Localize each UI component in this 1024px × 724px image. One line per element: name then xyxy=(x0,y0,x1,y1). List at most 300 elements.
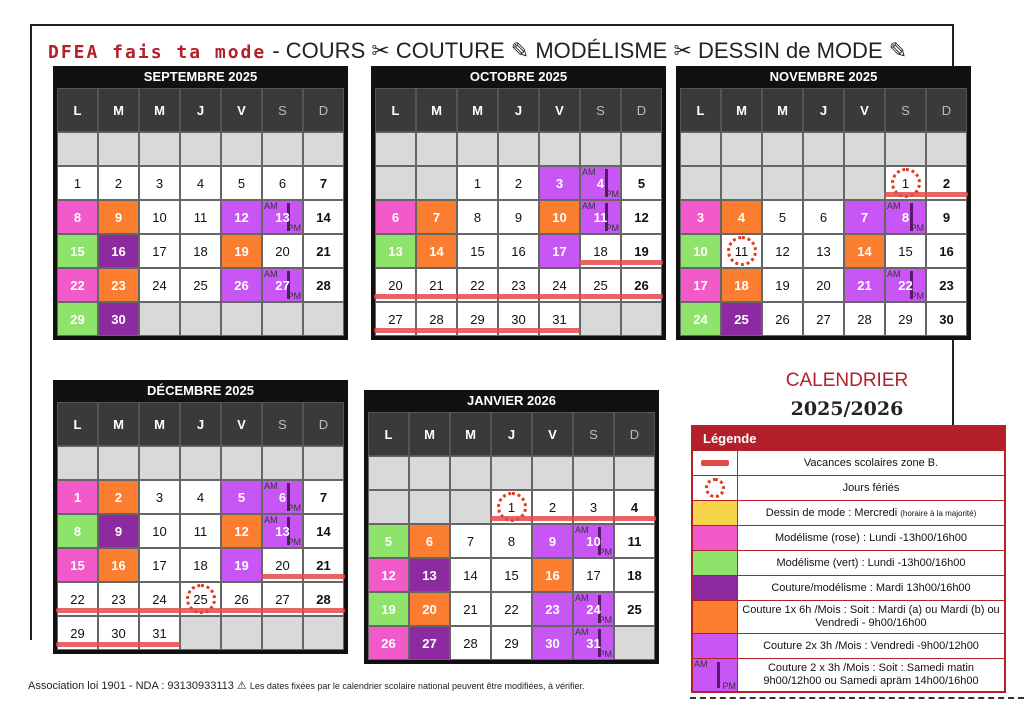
legend-text: Couture 1x 6h /Mois : Soit : Mardi (a) ou Mardi (b) ou Vendredi - 9h00/16h00 xyxy=(742,604,1000,629)
pm-label: PM xyxy=(605,189,619,199)
day-number: 7 xyxy=(319,175,328,191)
day-cell xyxy=(532,490,573,524)
legend-row xyxy=(693,525,1004,550)
day-cell xyxy=(539,302,580,336)
empty-cell xyxy=(303,132,344,166)
day-number: 5 xyxy=(778,209,787,225)
am-label: AM xyxy=(264,481,278,491)
day-number: 6 xyxy=(278,175,287,191)
day-cell xyxy=(57,268,98,302)
day-cell xyxy=(614,592,655,626)
day-number: 8 xyxy=(901,209,910,225)
legend-row xyxy=(693,550,1004,575)
pm-label: PM xyxy=(605,223,619,233)
day-cell xyxy=(580,200,621,234)
weekday-header: M xyxy=(409,412,450,456)
day-number: 26 xyxy=(381,635,396,651)
day-cell xyxy=(416,302,457,336)
day-number: 31 xyxy=(552,311,567,327)
day-cell xyxy=(368,592,409,626)
day-cell xyxy=(573,558,614,592)
day-cell xyxy=(680,268,721,302)
day-cell xyxy=(498,200,539,234)
day-number: 28 xyxy=(316,277,331,293)
day-cell xyxy=(532,558,573,592)
empty-cell xyxy=(491,456,532,490)
day-cell xyxy=(491,558,532,592)
day-number: 11 xyxy=(193,209,208,225)
empty-cell xyxy=(450,490,491,524)
day-number: 4 xyxy=(196,489,205,505)
day-cell xyxy=(532,626,573,660)
day-cell xyxy=(139,514,180,548)
day-cell xyxy=(57,302,98,336)
day-number: 19 xyxy=(775,277,790,293)
day-cell xyxy=(416,234,457,268)
empty-cell xyxy=(885,132,926,166)
legend-text: Couture 2x 3h /Mois : Vendredi -9h00/12h00 xyxy=(763,639,979,652)
dashed-divider xyxy=(690,697,1024,699)
empty-cell xyxy=(139,302,180,336)
day-cell xyxy=(180,268,221,302)
day-number: 2 xyxy=(548,499,557,515)
pm-label: PM xyxy=(287,503,301,513)
weekday-header: L xyxy=(57,402,98,446)
empty-cell xyxy=(98,132,139,166)
day-cell xyxy=(262,234,303,268)
weekday-header: M xyxy=(98,88,139,132)
day-number: 1 xyxy=(73,489,82,505)
day-number: 6 xyxy=(278,489,287,505)
day-cell xyxy=(262,200,303,234)
day-number: 1 xyxy=(507,499,516,515)
day-cell xyxy=(844,200,885,234)
pm-label: PM xyxy=(598,547,612,557)
day-number: 1 xyxy=(473,175,482,191)
day-cell xyxy=(221,480,262,514)
day-cell xyxy=(680,234,721,268)
day-cell xyxy=(221,268,262,302)
day-cell xyxy=(57,514,98,548)
day-cell xyxy=(98,268,139,302)
day-cell xyxy=(803,268,844,302)
day-cell xyxy=(57,166,98,200)
empty-cell xyxy=(450,456,491,490)
day-cell xyxy=(926,234,967,268)
day-number: 28 xyxy=(857,311,872,327)
day-number: 17 xyxy=(152,557,167,573)
holiday-ring-icon xyxy=(693,476,738,500)
day-number: 30 xyxy=(511,311,526,327)
day-cell xyxy=(885,200,926,234)
empty-cell xyxy=(580,132,621,166)
weekday-header: D xyxy=(926,88,967,132)
day-number: 29 xyxy=(898,311,913,327)
legend-row xyxy=(693,475,1004,500)
day-number: 28 xyxy=(429,311,444,327)
am-label: AM xyxy=(575,525,589,535)
day-cell xyxy=(221,234,262,268)
day-cell xyxy=(498,302,539,336)
day-number: 23 xyxy=(111,277,126,293)
weekday-header: J xyxy=(491,412,532,456)
day-cell xyxy=(139,166,180,200)
day-number: 24 xyxy=(552,277,567,293)
day-number: 28 xyxy=(463,635,478,651)
day-number: 2 xyxy=(114,489,123,505)
pm-label: PM xyxy=(287,537,301,547)
color-swatch xyxy=(693,601,738,633)
day-number: 18 xyxy=(193,557,208,573)
weekday-header: J xyxy=(803,88,844,132)
weekday-header: L xyxy=(680,88,721,132)
day-cell xyxy=(762,268,803,302)
day-number: 17 xyxy=(552,243,567,259)
day-cell xyxy=(57,480,98,514)
pm-label: PM xyxy=(287,291,301,301)
day-number: 8 xyxy=(507,533,516,549)
day-cell xyxy=(539,200,580,234)
day-number: 10 xyxy=(693,243,708,259)
empty-cell xyxy=(762,132,803,166)
day-number: 30 xyxy=(939,311,954,327)
day-number: 5 xyxy=(237,489,246,505)
empty-cell xyxy=(139,132,180,166)
weekday-header: V xyxy=(844,88,885,132)
day-number: 10 xyxy=(586,533,601,549)
legend-text: Couture/modélisme : Mardi 13h00/16h00 xyxy=(771,581,971,594)
weekday-header: D xyxy=(621,88,662,132)
day-number: 25 xyxy=(193,277,208,293)
day-cell xyxy=(303,200,344,234)
day-number: 30 xyxy=(111,625,126,641)
weekday-header: J xyxy=(180,402,221,446)
day-cell xyxy=(498,234,539,268)
day-number: 19 xyxy=(381,601,396,617)
month-calendar xyxy=(371,66,666,340)
day-number: 27 xyxy=(275,277,290,293)
empty-cell xyxy=(621,132,662,166)
month-name: JANVIER 2026 xyxy=(467,393,556,408)
weekday-header: D xyxy=(614,412,655,456)
day-number: 12 xyxy=(381,567,396,583)
day-cell xyxy=(539,166,580,200)
day-cell xyxy=(98,582,139,616)
day-cell xyxy=(926,166,967,200)
day-number: 14 xyxy=(857,243,872,259)
day-number: 20 xyxy=(275,557,290,573)
weekday-header: D xyxy=(303,402,344,446)
day-cell xyxy=(457,234,498,268)
day-number: 24 xyxy=(693,311,708,327)
empty-cell xyxy=(221,302,262,336)
legend-title: Légende xyxy=(693,427,1004,450)
day-cell xyxy=(803,200,844,234)
empty-cell xyxy=(680,132,721,166)
day-cell xyxy=(303,268,344,302)
day-number: 24 xyxy=(152,591,167,607)
day-cell xyxy=(491,524,532,558)
day-cell xyxy=(539,234,580,268)
day-cell xyxy=(491,490,532,524)
day-cell xyxy=(762,234,803,268)
weekday-header: M xyxy=(457,88,498,132)
day-cell xyxy=(885,302,926,336)
day-cell xyxy=(139,234,180,268)
day-cell xyxy=(803,302,844,336)
day-cell xyxy=(926,200,967,234)
day-cell xyxy=(844,302,885,336)
day-cell xyxy=(450,524,491,558)
legend-row xyxy=(693,658,1004,691)
day-number: 31 xyxy=(152,625,167,641)
day-cell xyxy=(409,524,450,558)
day-cell xyxy=(98,514,139,548)
weekday-header: J xyxy=(498,88,539,132)
day-cell xyxy=(926,302,967,336)
day-number: 13 xyxy=(275,523,290,539)
weekday-header: V xyxy=(532,412,573,456)
empty-cell xyxy=(180,132,221,166)
weekday-header: M xyxy=(450,412,491,456)
day-cell xyxy=(262,548,303,582)
empty-cell xyxy=(416,132,457,166)
day-number: 27 xyxy=(275,591,290,607)
weekday-header: M xyxy=(721,88,762,132)
empty-cell xyxy=(303,446,344,480)
day-cell xyxy=(498,268,539,302)
day-number: 18 xyxy=(627,567,642,583)
day-number: 10 xyxy=(552,209,567,225)
day-number: 20 xyxy=(388,277,403,293)
day-number: 15 xyxy=(898,243,913,259)
empty-cell xyxy=(409,490,450,524)
weekday-header: D xyxy=(303,88,344,132)
legend-row xyxy=(693,600,1004,633)
empty-cell xyxy=(621,302,662,336)
day-cell xyxy=(303,234,344,268)
day-number: 3 xyxy=(155,489,164,505)
day-cell xyxy=(416,200,457,234)
day-number: 8 xyxy=(73,209,82,225)
empty-cell xyxy=(573,456,614,490)
day-number: 10 xyxy=(152,209,167,225)
empty-cell xyxy=(180,616,221,650)
day-number: 29 xyxy=(70,311,85,327)
day-cell xyxy=(580,234,621,268)
day-cell xyxy=(375,268,416,302)
day-number: 4 xyxy=(196,175,205,191)
pm-label: PM xyxy=(910,223,924,233)
legend-text: Dessin de mode : Mercredi (horaire à la majorité) xyxy=(765,506,977,519)
empty-cell xyxy=(680,166,721,200)
empty-cell xyxy=(221,446,262,480)
day-number: 14 xyxy=(429,243,444,259)
day-number: 21 xyxy=(857,277,872,293)
day-number: 9 xyxy=(548,533,557,549)
am-label: AM xyxy=(582,201,596,211)
day-cell xyxy=(57,616,98,650)
day-number: 23 xyxy=(111,591,126,607)
day-cell xyxy=(180,514,221,548)
day-number: 2 xyxy=(514,175,523,191)
day-number: 7 xyxy=(466,533,475,549)
day-cell xyxy=(409,558,450,592)
day-cell xyxy=(221,582,262,616)
day-cell xyxy=(539,268,580,302)
day-number: 19 xyxy=(634,243,649,259)
legend-text: Modélisme (vert) : Lundi -13h00/16h00 xyxy=(776,556,966,569)
day-cell xyxy=(139,548,180,582)
day-cell xyxy=(803,234,844,268)
day-cell xyxy=(180,480,221,514)
empty-cell xyxy=(539,132,580,166)
empty-cell xyxy=(180,446,221,480)
day-cell xyxy=(139,268,180,302)
day-number: 18 xyxy=(593,243,608,259)
day-cell xyxy=(721,234,762,268)
weekday-header: M xyxy=(139,88,180,132)
day-number: 4 xyxy=(596,175,605,191)
day-number: 19 xyxy=(234,243,249,259)
day-number: 17 xyxy=(152,243,167,259)
weekday-header: L xyxy=(375,88,416,132)
month-calendar xyxy=(53,380,348,654)
day-cell xyxy=(262,480,303,514)
day-cell xyxy=(221,200,262,234)
day-cell xyxy=(180,200,221,234)
day-cell xyxy=(262,514,303,548)
day-number: 22 xyxy=(70,591,85,607)
day-cell xyxy=(885,268,926,302)
day-number: 23 xyxy=(545,601,560,617)
empty-cell xyxy=(498,132,539,166)
day-number: 7 xyxy=(432,209,441,225)
day-number: 16 xyxy=(545,567,560,583)
day-cell xyxy=(368,558,409,592)
footer-note: Les dates fixées par le calendrier scolaire national peuvent être modifiées, à vérifier. xyxy=(249,681,585,691)
day-number: 3 xyxy=(555,175,564,191)
legend-row xyxy=(693,575,1004,600)
pm-label: PM xyxy=(287,223,301,233)
am-label: AM xyxy=(264,201,278,211)
am-label: AM xyxy=(887,201,901,211)
page-title xyxy=(48,38,907,64)
weekday-header: S xyxy=(262,402,303,446)
day-number: 26 xyxy=(775,311,790,327)
empty-cell xyxy=(614,456,655,490)
day-cell xyxy=(57,200,98,234)
day-number: 15 xyxy=(70,243,85,259)
day-cell xyxy=(457,166,498,200)
day-number: 14 xyxy=(316,209,331,225)
day-cell xyxy=(98,302,139,336)
day-cell xyxy=(491,626,532,660)
day-number: 4 xyxy=(630,499,639,515)
day-number: 27 xyxy=(388,311,403,327)
month-calendar xyxy=(53,66,348,340)
weekday-header: M xyxy=(416,88,457,132)
day-cell xyxy=(375,200,416,234)
empty-cell xyxy=(368,456,409,490)
legend-text: Couture 2 x 3h /Mois : Soit : Samedi matin 9h00/12h00 ou Samedi apräm 14h00/16h00 xyxy=(763,662,979,687)
day-number: 24 xyxy=(586,601,601,617)
day-number: 26 xyxy=(634,277,649,293)
am-label: AM xyxy=(575,593,589,603)
day-number: 22 xyxy=(898,277,913,293)
day-number: 29 xyxy=(504,635,519,651)
day-cell xyxy=(262,166,303,200)
day-cell xyxy=(221,514,262,548)
color-swatch xyxy=(693,526,738,550)
legend-row xyxy=(693,633,1004,658)
day-number: 14 xyxy=(463,567,478,583)
day-cell xyxy=(721,302,762,336)
footer-text: Association loi 1901 - NDA : 93130933113 ⚠ xyxy=(28,680,247,692)
empty-cell xyxy=(262,132,303,166)
day-number: 13 xyxy=(388,243,403,259)
day-number: 12 xyxy=(234,209,249,225)
day-number: 16 xyxy=(111,557,126,573)
color-swatch xyxy=(693,551,738,575)
month-calendar xyxy=(676,66,971,340)
day-number: 3 xyxy=(155,175,164,191)
day-cell xyxy=(621,268,662,302)
day-cell xyxy=(573,592,614,626)
day-number: 6 xyxy=(425,533,434,549)
day-cell xyxy=(580,166,621,200)
day-cell xyxy=(98,616,139,650)
ampm-swatch: AM PM xyxy=(694,659,736,691)
day-number: 22 xyxy=(504,601,519,617)
day-cell xyxy=(614,524,655,558)
day-number: 10 xyxy=(152,523,167,539)
pm-label: PM xyxy=(910,291,924,301)
day-number: 9 xyxy=(114,209,123,225)
empty-cell xyxy=(457,132,498,166)
legend-text: Vacances scolaires zone B. xyxy=(803,456,939,469)
day-number: 30 xyxy=(545,635,560,651)
weekday-header: M xyxy=(762,88,803,132)
day-number: 18 xyxy=(734,277,749,293)
day-cell xyxy=(98,200,139,234)
day-cell xyxy=(457,302,498,336)
day-cell xyxy=(57,548,98,582)
day-cell xyxy=(621,166,662,200)
day-cell xyxy=(139,616,180,650)
calendar-title: CALENDRIER xyxy=(785,370,909,391)
weekday-header: S xyxy=(573,412,614,456)
day-number: 27 xyxy=(422,635,437,651)
day-cell xyxy=(498,166,539,200)
weekday-header: S xyxy=(885,88,926,132)
day-cell xyxy=(139,582,180,616)
day-number: 3 xyxy=(696,209,705,225)
empty-cell xyxy=(221,616,262,650)
day-number: 12 xyxy=(775,243,790,259)
empty-cell xyxy=(803,132,844,166)
day-number: 13 xyxy=(275,209,290,225)
empty-cell xyxy=(368,490,409,524)
day-number: 18 xyxy=(193,243,208,259)
day-cell xyxy=(762,200,803,234)
day-cell xyxy=(57,234,98,268)
day-cell xyxy=(303,514,344,548)
day-number: 21 xyxy=(429,277,444,293)
day-cell xyxy=(139,480,180,514)
day-number: 7 xyxy=(860,209,869,225)
empty-cell xyxy=(416,166,457,200)
